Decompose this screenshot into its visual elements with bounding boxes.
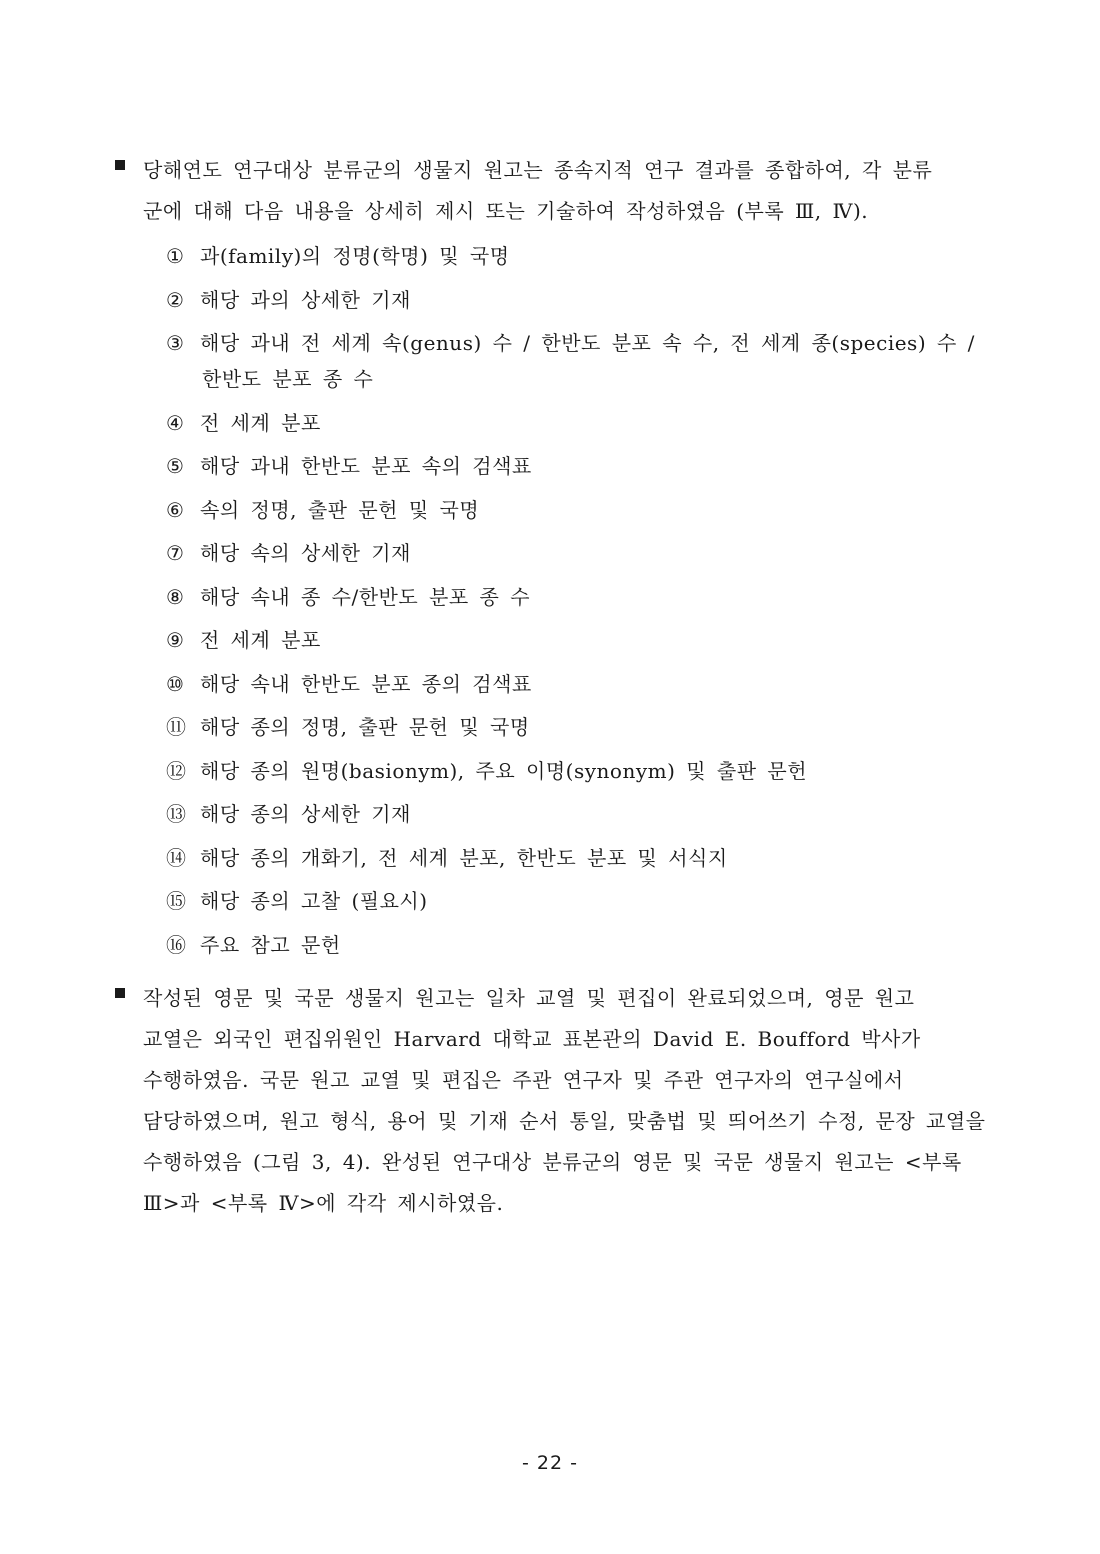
- list-item-number: ②: [166, 287, 185, 312]
- list-item-number: ⑪: [166, 715, 187, 739]
- outro-line: 수행하였음. 국문 원고 교열 및 편집은 주관 연구자 및 주관 연구자의 연구실에서: [143, 1068, 904, 1092]
- content-item-list: [166, 242, 1006, 974]
- list-item-text: 전 세계 분포: [200, 410, 321, 435]
- list-item-text: 해당 종의 원명(basionym), 주요 이명(synonym) 및 출판 문헌: [200, 758, 808, 783]
- list-item-text: 해당 과내 한반도 분포 속의 검색표: [200, 454, 532, 478]
- list-item-text: 해당 속내 종 수/한반도 분포 종 수: [200, 584, 531, 609]
- list-item: [166, 409, 1006, 437]
- list-item: [166, 329, 1006, 393]
- intro-line: 군에 대해 다음 내용을 상세히 제시 또는 기술하여 작성하였음 (부록 Ⅲ, Ⅳ).: [143, 199, 869, 223]
- list-item-number: ⑬: [166, 802, 187, 826]
- list-item-text: 해당 종의 상세한 기재: [200, 802, 411, 826]
- outro-bullet: [115, 978, 1005, 1224]
- list-item-text: 해당 종의 개화기, 전 세계 분포, 한반도 분포 및 서식지: [200, 845, 728, 870]
- list-item-number: ⑥: [166, 497, 185, 522]
- list-item: [166, 626, 1006, 654]
- list-item: [166, 887, 1006, 915]
- list-item-text: 한반도 분포 종 수: [202, 367, 374, 391]
- list-item-text: 주요 참고 문헌: [200, 932, 341, 957]
- list-item-text: 해당 과의 상세한 기재: [200, 287, 411, 312]
- list-item: [166, 496, 1006, 524]
- square-bullet-icon: [115, 160, 125, 170]
- list-item: [166, 757, 1006, 785]
- outro-line: 교열은 외국인 편집위원인 Harvard 대학교 표본관의 David E. Boufford 박사가: [143, 1027, 921, 1051]
- intro-paragraph: [143, 150, 1005, 232]
- list-item-number: ⑩: [166, 671, 185, 696]
- outro-paragraph: [143, 978, 1005, 1224]
- intro-line: 당해연도 연구대상 분류군의 생물지 원고는 종속지적 연구 결과를 종합하여, 각 분류: [143, 158, 933, 182]
- list-item: [166, 844, 1006, 872]
- list-item-number: ⑦: [166, 541, 185, 565]
- outro-line: Ⅲ>과 <부록 Ⅳ>에 각각 제시하였음.: [143, 1191, 504, 1215]
- square-bullet-icon: [115, 988, 125, 998]
- list-item-text: 해당 속내 한반도 분포 종의 검색표: [200, 671, 532, 696]
- list-item-text: 해당 속의 상세한 기재: [200, 541, 411, 565]
- list-item: [166, 800, 1006, 828]
- list-item-number: ⑤: [166, 454, 185, 478]
- list-item-number: ⑯: [166, 932, 187, 957]
- list-item: [166, 286, 1006, 314]
- list-item-text: 속의 정명, 출판 문헌 및 국명: [200, 497, 480, 522]
- list-item: [166, 452, 1006, 480]
- list-item-number: ⑨: [166, 628, 185, 652]
- list-item-number: ⑭: [166, 845, 187, 870]
- list-item-number: ④: [166, 410, 185, 435]
- list-item-number: ⑫: [166, 758, 187, 783]
- list-item-number: ⑧: [166, 584, 185, 609]
- outro-line: 작성된 영문 및 국문 생물지 원고는 일차 교열 및 편집이 완료되었으며, 영문 원고: [143, 986, 915, 1010]
- list-item-number: ③: [166, 331, 185, 355]
- page-number: - 22 -: [522, 1452, 578, 1474]
- list-item: [166, 583, 1006, 611]
- list-item-text: 전 세계 분포: [200, 628, 321, 652]
- list-item: [166, 931, 1006, 959]
- list-item-text: 해당 과내 전 세계 속(genus) 수 / 한반도 분포 속 수, 전 세계 종(species) 수 /: [200, 331, 975, 355]
- list-item-number: ⑮: [166, 889, 187, 913]
- outro-line: 담당하였으며, 원고 형식, 용어 및 기재 순서 통일, 맞춤법 및 띄어쓰기 수정, 문장 교열을: [143, 1109, 986, 1133]
- outro-line: 수행하였음 (그림 3, 4). 완성된 연구대상 분류군의 영문 및 국문 생물지 원고는 <부록: [143, 1150, 962, 1174]
- list-item-text: 해당 종의 정명, 출판 문헌 및 국명: [200, 715, 530, 739]
- intro-bullet: [115, 150, 1005, 232]
- list-item: [166, 713, 1006, 741]
- list-item-text: 해당 종의 고찰 (필요시): [200, 889, 428, 913]
- list-item-number: ①: [166, 244, 185, 268]
- list-item: [166, 539, 1006, 567]
- list-item: [166, 670, 1006, 698]
- list-item: [166, 242, 1006, 270]
- list-item-text: 과(family)의 정명(학명) 및 국명: [200, 244, 510, 268]
